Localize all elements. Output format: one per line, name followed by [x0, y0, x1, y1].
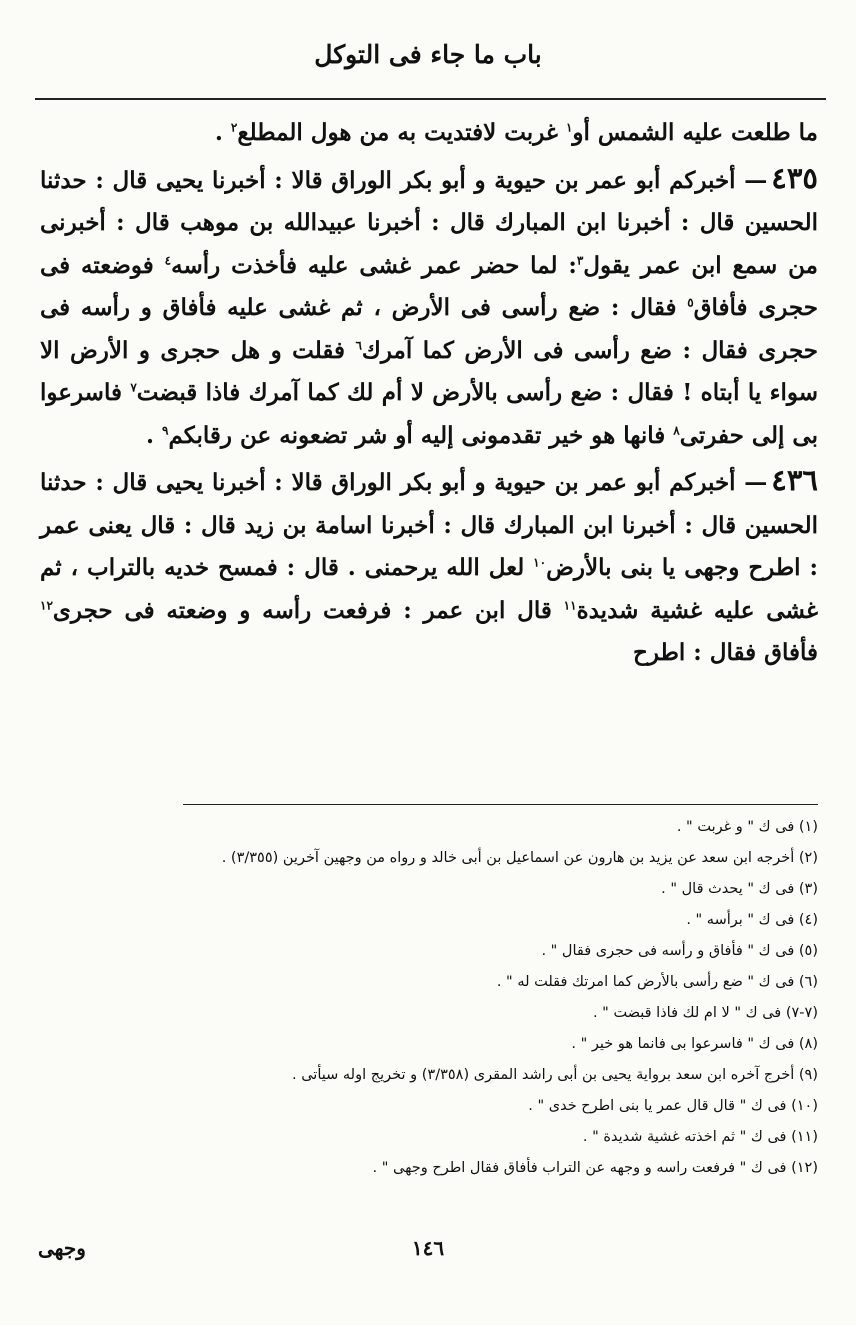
page-title: باب ما جاء فى التوكل — [314, 40, 542, 69]
catchword: وجهى — [38, 1236, 86, 1260]
footnote-ref[interactable]: ٣ — [576, 252, 584, 267]
footnote-ref[interactable]: ١٠ — [533, 555, 547, 570]
footnote-8: (٨) فى ك " فاسرعوا بى فانما هو خير " . — [571, 1036, 818, 1052]
footnote-ref[interactable]: ٦ — [355, 337, 362, 352]
footnote-5: (٥) فى ك " فأفاق و رأسه فى حجرى فقال " . — [541, 943, 818, 959]
footnote-3: (٣) فى ك " يحدث قال " . — [661, 881, 818, 897]
footnote-ref[interactable]: ٤ — [164, 252, 172, 267]
footnote-ref[interactable]: ٧ — [130, 380, 137, 395]
footnote-7: (٧-٧) فى ك " لا ام لك فاذا قبضت " . — [592, 1005, 818, 1021]
intro-paragraph: ما طلعت عليه الشمس أو$^١$ غربت لافتديت به من هول المطلع$^٢$ . — [214, 119, 818, 146]
footnote-ref[interactable]: ٢ — [230, 120, 238, 135]
main-text — [40, 112, 818, 675]
header-divider — [35, 98, 826, 100]
hadith-number: ٤٣٥ — [771, 160, 818, 195]
footnote-ref[interactable]: ٩ — [162, 422, 169, 437]
footnote-4: (٤) فى ك " برأسه " . — [686, 912, 818, 928]
footnote-11: (١١) فى ك " ثم اخذته غشية شديدة " . — [582, 1129, 818, 1145]
page-number: ١٤٦ — [411, 1236, 445, 1260]
footnote-ref[interactable]: ١ — [565, 120, 573, 135]
hadith-number: ٤٣٦ — [771, 463, 818, 497]
footnote-6: (٦) فى ك " ضع رأسى بالأرض كما امرتك فقلت له " . — [496, 974, 818, 990]
footnote-ref[interactable]: ٨ — [673, 422, 680, 437]
footnote-ref[interactable]: ٥ — [687, 295, 694, 310]
footnote-10: (١٠) فى ك " قال قال عمر يا بنى اطرح خدى " . — [528, 1098, 818, 1114]
footnote-2: (٢) أخرجه ابن سعد عن يزيد بن هارون عن اسماعيل بن أبى خالد و رواه من وجهين آخرين (٣/٣٥٥) . — [221, 850, 818, 866]
footnote-12: (١٢) فى ك " فرفعت راسه و وجهه عن التراب فأفاق فقال اطرح وجهى " . — [372, 1160, 818, 1176]
footnote-ref[interactable]: ١١ — [563, 597, 577, 612]
footnote-1: (١) فى ك " و غربت " . — [676, 819, 818, 835]
footnotes — [80, 812, 818, 1184]
footnote-ref[interactable]: ١٢ — [40, 597, 53, 612]
hadith-435: ٤٣٥— أخبركم أبو عمر بن حيوية و أبو بكر الوراق قالا : أخبرنا يحيى قال : حدثنا الحسين قال : أخبرنا ابن المبارك قال : أخبرنا عبيدالله بن موهب قال : أخبرنى من سمع ابن عمر يقول$^٣$: لما حضر عمر غشى عليه فأخذت رأسه$^٤$ فوضعته فى حجرى فأفاق$^٥$ فقال : ضع رأسى فى الأرض ، ثم غشى عليه فأفاق و رأسه فى حجرى فقال : ضع رأسى فى الأرض كما آمرك$^٦$ فقلت و هل حجرى و الأرض الا سواء يا أبتاه ! فقال : ضع رأسى بالأرض لا أم لك كما آمرك فاذا قبضت$^٧$ فاسرعوا بى إلى حفرتى$^٨$ فانها هو خير تقدمونى إليه أو شر تضعونه عن رقابكم$^٩$ . — [40, 160, 819, 449]
hadith-436: ٤٣٦— أخبركم أبو عمر بن حيوية و أبو بكر الوراق قالا : أخبرنا يحيى قال : حدثنا الحسين قال : أخبرنا ابن المبارك قال : أخبرنا اسامة بن زيد قال : قال يعنى عمر : اطرح وجهى يا بنى بالأرض$^{١٠}$ لعل الله يرحمنى . قال : فمسح خديه بالتراب ، ثم غشى عليه غشية شديدة$^{١١}$ قال ابن عمر : فرفعت رأسه و وضعته فى حجرى$^{١٢}$ فأفاق فقال : اطرح — [40, 463, 819, 666]
footnote-9: (٩) أخرج آخره ابن سعد برواية يحيى بن أبى راشد المقرى (٣/٣٥٨) و تخريج اوله سيأتى . — [292, 1067, 818, 1083]
footnote-divider — [183, 804, 818, 805]
